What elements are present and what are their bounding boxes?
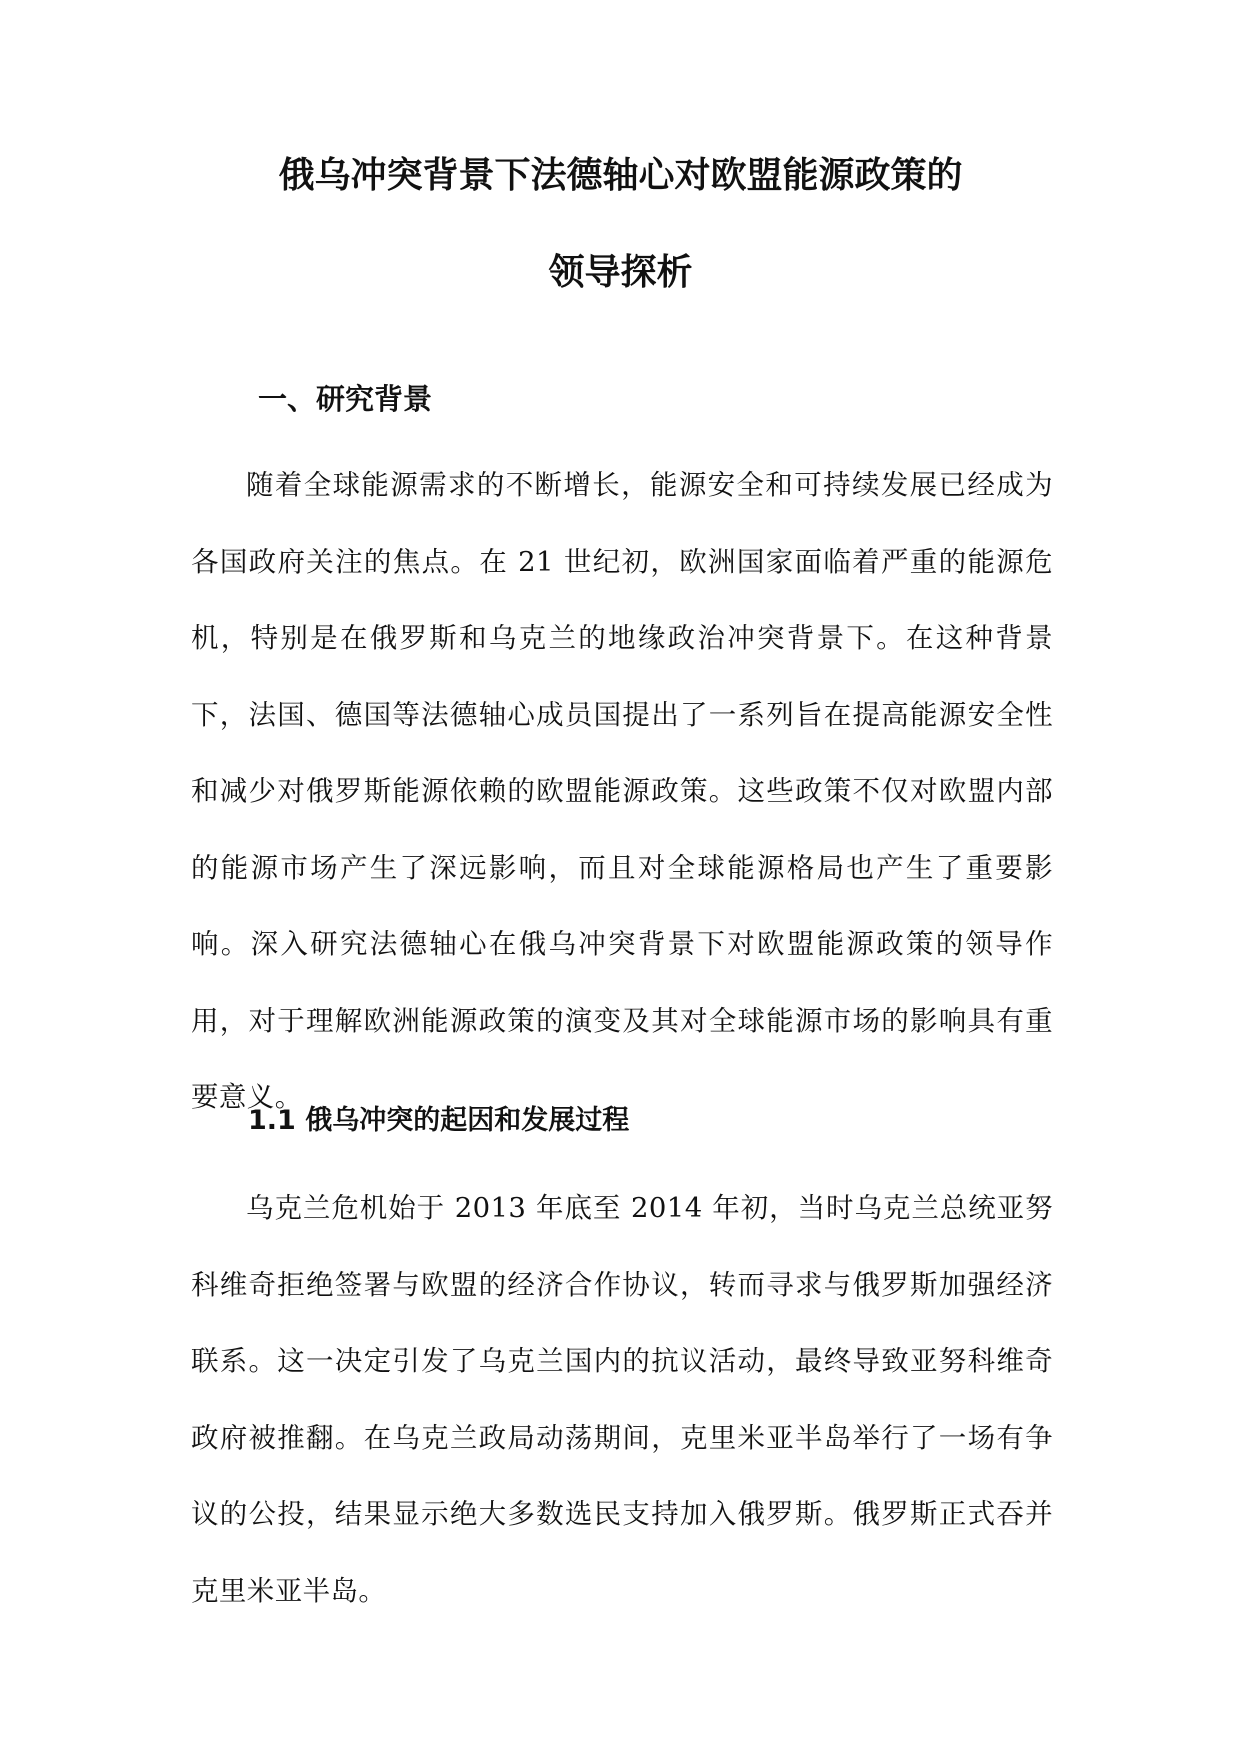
subsection-heading-conflict-origin: 1.1 俄乌冲突的起因和发展过程 (248, 1105, 630, 1136)
document-title-line-2: 领导探析 (548, 252, 693, 293)
section-heading-research-background: 一、研究背景 (258, 382, 433, 416)
subsection-paragraph-conflict-origin: 乌克兰危机始于 2013 年底至 2014 年初，当时乌克兰总统亚努科维奇拒绝签署与欧盟的经济合作协议，转而寻求与俄罗斯加强经济联系。这一决定引发了乌克兰国内的抗议活动，最终导致亚努科维奇政府被推翻。在乌克兰政局动荡期间，克里米亚半岛举行了一场有争议的公投，结果显示绝大多数选民支持加入俄罗斯。俄罗斯正式吞并克里米亚半岛。 (191, 1192, 1053, 1607)
section-paragraph-research-background: 随着全球能源需求的不断增长，能源安全和可持续发展已经成为各国政府关注的焦点。在 21 世纪初，欧洲国家面临着严重的能源危机，特别是在俄罗斯和乌克兰的地缘政治冲突背景下。在这种背景下，法国、德国等法德轴心成员国提出了一系列旨在提高能源安全性和减少对俄罗斯能源依赖的欧盟能源政策。这些政策不仅对欧盟内部的能源市场产生了深远影响，而且对全球能源格局也产生了重要影响。深入研究法德轴心在俄乌冲突背景下对欧盟能源政策的领导作用，对于理解欧洲能源政策的演变及其对全球能源市场的影响具有重要意义。 (191, 469, 1053, 1113)
document-title-line-1: 俄乌冲突背景下法德轴心对欧盟能源政策的 (278, 155, 963, 196)
